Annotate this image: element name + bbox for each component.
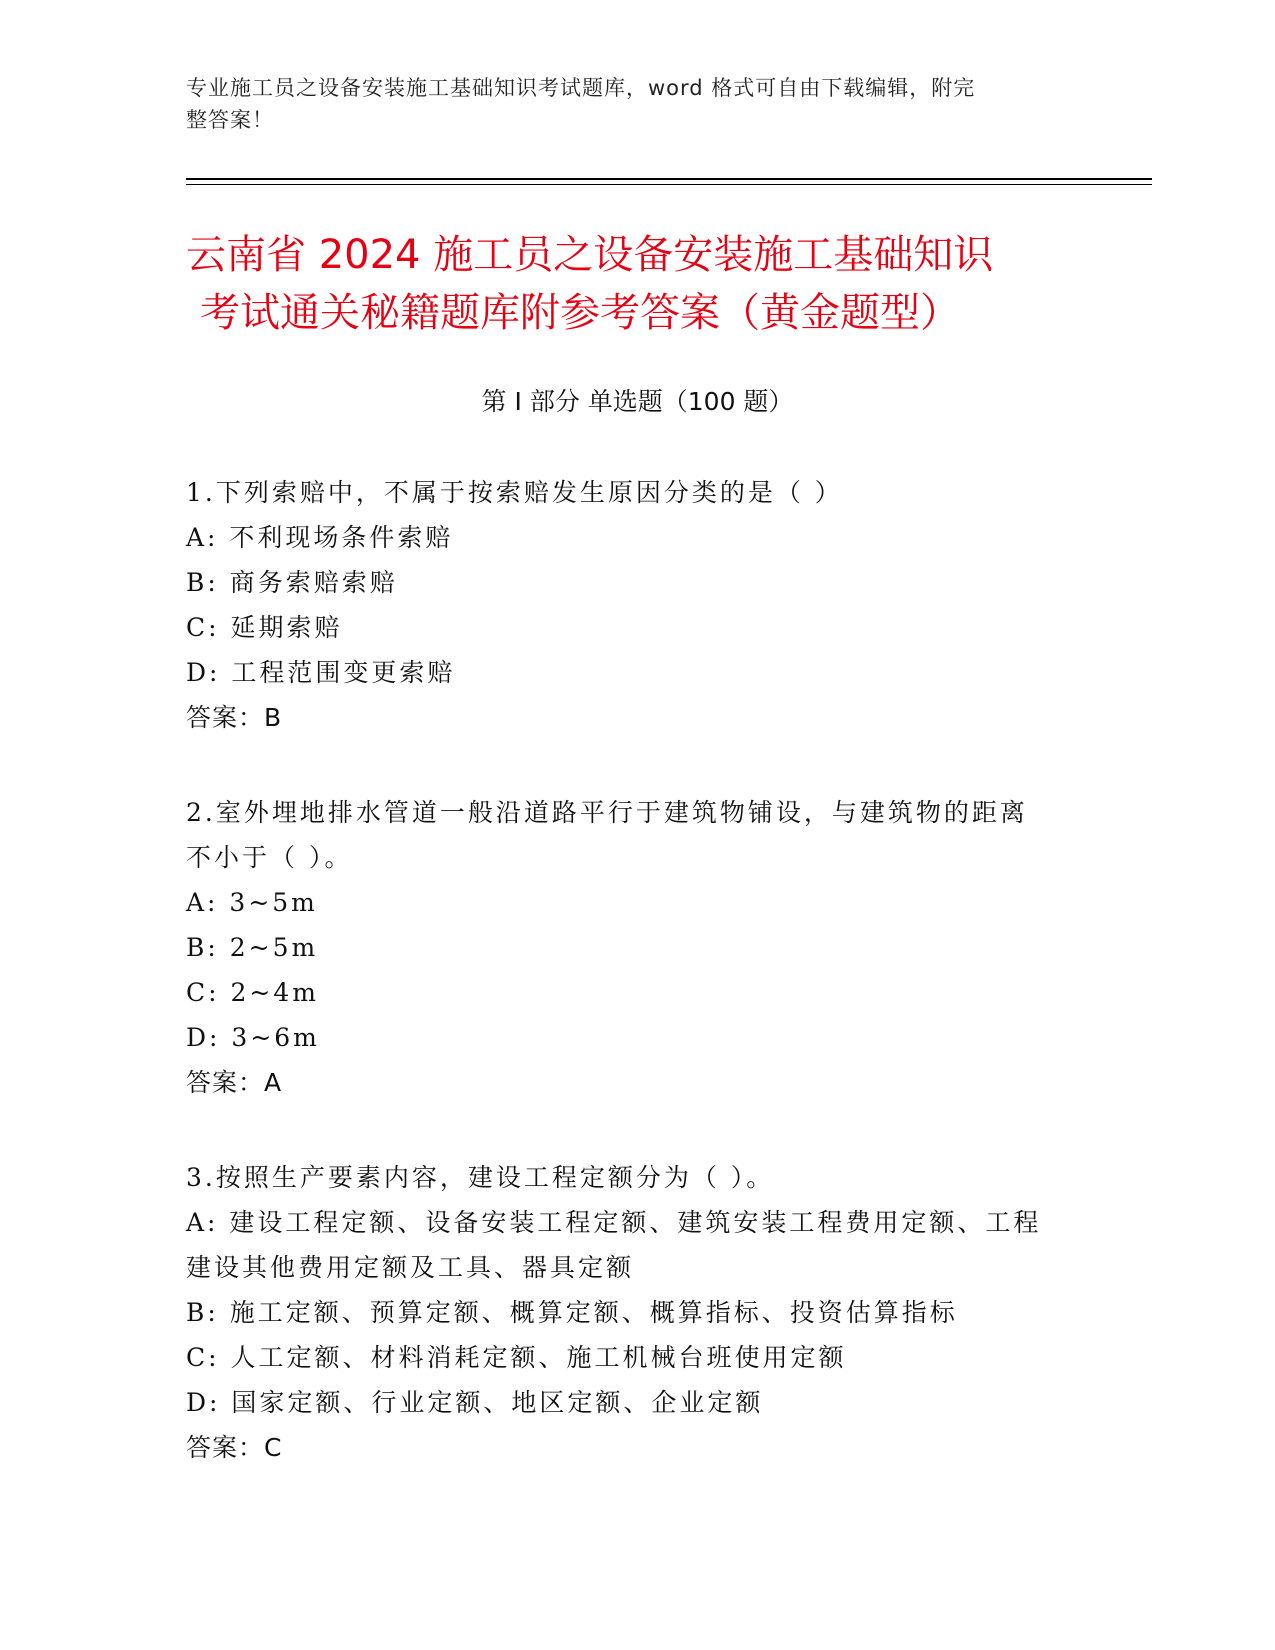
option-d: D: 国家定额、行业定额、地区定额、企业定额: [186, 1388, 764, 1417]
question-stem: 1.下列索赔中，不属于按索赔发生原因分类的是（ ）: [186, 478, 843, 507]
option-b: B: 施工定额、预算定额、概算定额、概算指标、投资估算指标: [186, 1298, 958, 1327]
question-stem: 2.室外埋地排水管道一般沿道路平行于建筑物铺设，与建筑物的距离: [186, 798, 1028, 827]
question-list: [186, 470, 1086, 1520]
option-a: A: 3~5m: [186, 888, 318, 917]
answer: 答案：C: [186, 1433, 283, 1462]
header-note: [186, 72, 1066, 136]
question-stem-continued: 不小于（ ）。: [186, 843, 353, 872]
option-b: B: 2~5m: [186, 933, 319, 962]
option-b: B: 商务索赔索赔: [186, 568, 398, 597]
option-c: C: 2~4m: [186, 978, 319, 1007]
question-3: [186, 1155, 1086, 1470]
option-d: D: 工程范围变更索赔: [186, 658, 456, 687]
document-title-line-2: 考试通关秘籍题库附参考答案（黄金题型）: [200, 290, 960, 336]
option-a-continued: 建设其他费用定额及工具、器具定额: [186, 1253, 635, 1282]
question-2: [186, 790, 1086, 1105]
option-d: D: 3~6m: [186, 1023, 320, 1052]
section-title: 第 I 部分 单选题（100 题）: [481, 387, 794, 416]
header-note-line-2: 整答案！: [186, 108, 274, 132]
header-divider-thick: [186, 178, 1152, 180]
option-c: C: 人工定额、材料消耗定额、施工机械台班使用定额: [186, 1343, 847, 1372]
header-note-line-1: 专业施工员之设备安装施工基础知识考试题库，word 格式可自由下载编辑，附完: [186, 76, 976, 100]
option-a: A: 不利现场条件索赔: [186, 523, 454, 552]
document-title-line-1: 云南省 2024 施工员之设备安装施工基础知识: [186, 232, 994, 278]
header-divider-thin: [186, 184, 1152, 185]
answer: 答案：A: [186, 1068, 283, 1097]
answer: 答案：B: [186, 703, 283, 732]
document-title: [186, 226, 1086, 342]
option-a: A: 建设工程定额、设备安装工程定额、建筑安装工程费用定额、工程: [186, 1208, 1042, 1237]
option-c: C: 延期索赔: [186, 613, 343, 642]
question-stem: 3.按照生产要素内容，建设工程定额分为（ ）。: [186, 1163, 775, 1192]
question-1: [186, 470, 1086, 740]
